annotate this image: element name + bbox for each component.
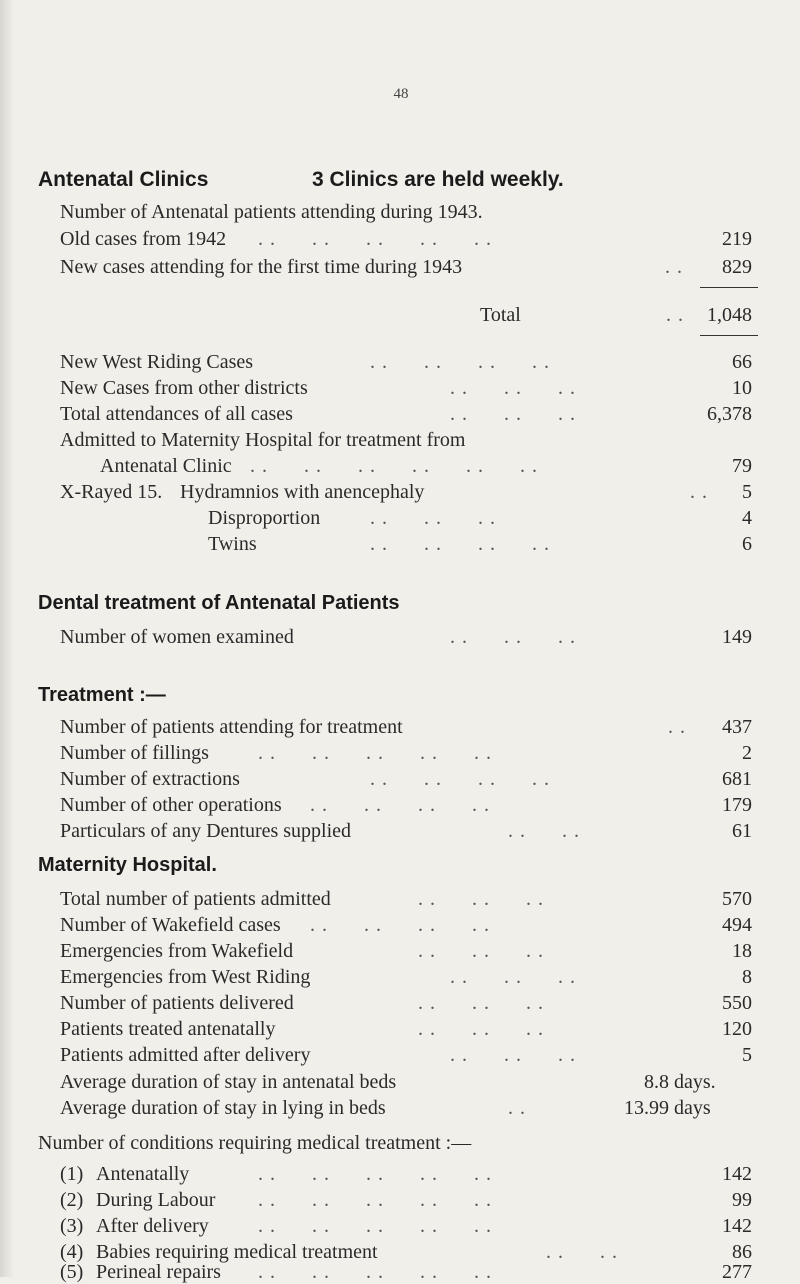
avg-lying-value: 13.99 days — [624, 1097, 711, 1119]
west-riding-value: 66 — [732, 351, 752, 373]
leader-dots: . . . . . . — [370, 507, 496, 529]
condition-row-label: After delivery — [96, 1215, 209, 1237]
maternity-row-value: 18 — [732, 940, 752, 962]
treatment-row-value: 61 — [732, 820, 752, 842]
leader-dots: . . . . . . — [450, 403, 576, 425]
attendances-label: Total attendances of all cases — [60, 403, 293, 425]
maternity-row-label: Number of patients delivered — [60, 992, 294, 1014]
leader-dots: . . . . . . — [450, 377, 576, 399]
condition-row-value: 86 — [732, 1241, 752, 1263]
treatment-row-label: Number of patients attending for treatment — [60, 716, 403, 738]
condition-row-number: (1) — [60, 1163, 84, 1185]
admitted-value: 79 — [732, 455, 752, 477]
admitted-label-line1: Admitted to Maternity Hospital for treatment from — [60, 429, 466, 451]
leader-dots: . . . . . . . . — [310, 794, 490, 816]
maternity-row-value: 550 — [722, 992, 752, 1014]
old-cases-value: 219 — [722, 228, 752, 250]
leader-dots: . . . . . . — [450, 1044, 576, 1066]
maternity-row-label: Patients treated antenatally — [60, 1018, 276, 1040]
leader-dots: . . . . . . — [418, 992, 544, 1014]
examined-label: Number of women examined — [60, 626, 294, 648]
treatment-row-label: Number of fillings — [60, 742, 209, 764]
attendances-value: 6,378 — [707, 403, 752, 425]
new-cases-value: 829 — [722, 256, 752, 278]
condition-row-value: 142 — [722, 1215, 752, 1237]
avg-antenatal-label: Average duration of stay in antenatal beds — [60, 1071, 397, 1093]
clinics-weekly-heading: 3 Clinics are held weekly. — [312, 168, 564, 191]
leader-dots: . . — [690, 481, 708, 503]
leader-dots: . . . . . . . . — [310, 914, 490, 936]
leader-dots: . . . . — [546, 1241, 618, 1263]
conditions-heading: Number of conditions requiring medical treatment :— — [38, 1132, 472, 1154]
condition-row-value: 142 — [722, 1163, 752, 1185]
leader-dots: . . . . . . — [418, 940, 544, 962]
maternity-row-value: 570 — [722, 888, 752, 910]
treatment-row-label: Number of other operations — [60, 794, 282, 816]
maternity-row-label: Emergencies from West Riding — [60, 966, 311, 988]
condition-row-label: Antenatally — [96, 1163, 190, 1185]
treatment-row-label: Particulars of any Dentures supplied — [60, 820, 352, 842]
total-rule — [700, 335, 758, 336]
leader-dots: . . . . . . . . — [370, 533, 550, 555]
treatment-row-value: 437 — [722, 716, 752, 738]
leader-dots: . . . . . . . . . . — [258, 228, 492, 250]
leader-dots: . . . . . . — [418, 1018, 544, 1040]
disproportion-value: 4 — [742, 507, 752, 529]
maternity-row-label: Emergencies from Wakefield — [60, 940, 294, 962]
treatment-row-value: 179 — [722, 794, 752, 816]
treatment-row-value: 2 — [742, 742, 752, 764]
condition-row-label: During Labour — [96, 1189, 216, 1211]
leader-dots: . . . . . . — [418, 888, 544, 910]
condition-row-number: (5) — [60, 1261, 84, 1283]
condition-row-value: 277 — [722, 1261, 752, 1283]
west-riding-label: New West Riding Cases — [60, 351, 254, 373]
leader-dots: . . — [666, 304, 684, 326]
page-edge-shadow — [0, 0, 14, 1277]
leader-dots: . . . . . . . . . . — [258, 1215, 492, 1237]
examined-value: 149 — [722, 626, 752, 648]
old-cases-label: Old cases from 1942 — [60, 228, 227, 250]
leader-dots: . . . . . . . . — [370, 768, 550, 790]
condition-row-number: (3) — [60, 1215, 84, 1237]
leader-dots: . . . . . . . . . . — [258, 742, 492, 764]
maternity-row-value: 494 — [722, 914, 752, 936]
leader-dots: . . . . . . . . . . — [258, 1163, 492, 1185]
maternity-row-label: Number of Wakefield cases — [60, 914, 281, 936]
disproportion-label: Disproportion — [208, 507, 321, 529]
maternity-row-label: Patients admitted after delivery — [60, 1044, 311, 1066]
treatment-heading: Treatment :— — [38, 684, 166, 706]
condition-row-number: (2) — [60, 1189, 84, 1211]
other-districts-value: 10 — [732, 377, 752, 399]
maternity-row-value: 120 — [722, 1018, 752, 1040]
other-districts-label: New Cases from other districts — [60, 377, 308, 399]
twins-label: Twins — [208, 533, 257, 555]
antenatal-heading: Antenatal Clinics — [38, 168, 209, 191]
maternity-row-value: 8 — [742, 966, 752, 988]
leader-dots: . . — [508, 1097, 526, 1119]
condition-row-label: Perineal repairs — [96, 1261, 221, 1283]
maternity-row-value: 5 — [742, 1044, 752, 1066]
treatment-row-label: Number of extractions — [60, 768, 240, 790]
xrayed-label: X-Rayed 15. — [60, 481, 163, 503]
new-cases-label: New cases attending for the first time during 1943 — [60, 256, 463, 278]
leader-dots: . . — [665, 256, 683, 278]
condition-row-number: (4) — [60, 1241, 84, 1263]
admitted-label-line2: Antenatal Clinic — [100, 455, 232, 477]
leader-dots: . . — [668, 716, 686, 738]
hydramnios-label: Hydramnios with anencephaly — [180, 481, 425, 503]
antenatal-intro: Number of Antenatal patients attending during 1943. — [60, 201, 483, 223]
leader-dots: . . . . . . — [450, 966, 576, 988]
condition-row-label: Babies requiring medical treatment — [96, 1241, 378, 1263]
leader-dots: . . . . . . . . . . — [258, 1189, 492, 1211]
leader-dots: . . . . . . . . . . . . — [250, 455, 538, 477]
dental-heading: Dental treatment of Antenatal Patients — [38, 592, 400, 614]
avg-antenatal-value: 8.8 days. — [644, 1071, 716, 1093]
hydramnios-value: 5 — [742, 481, 752, 503]
total-value: 1,048 — [707, 304, 752, 326]
treatment-row-value: 681 — [722, 768, 752, 790]
twins-value: 6 — [742, 533, 752, 555]
avg-lying-label: Average duration of stay in lying in beds — [60, 1097, 386, 1119]
total-label: Total — [480, 304, 521, 326]
leader-dots: . . . . . . . . . . — [258, 1261, 492, 1283]
maternity-row-label: Total number of patients admitted — [60, 888, 331, 910]
leader-dots: . . . . . . — [450, 626, 576, 648]
maternity-heading: Maternity Hospital. — [38, 854, 217, 876]
sum-rule — [700, 287, 758, 288]
condition-row-value: 99 — [732, 1189, 752, 1211]
leader-dots: . . . . . . . . — [370, 351, 550, 373]
leader-dots: . . . . — [508, 820, 580, 842]
page-number: 48 — [393, 86, 409, 102]
